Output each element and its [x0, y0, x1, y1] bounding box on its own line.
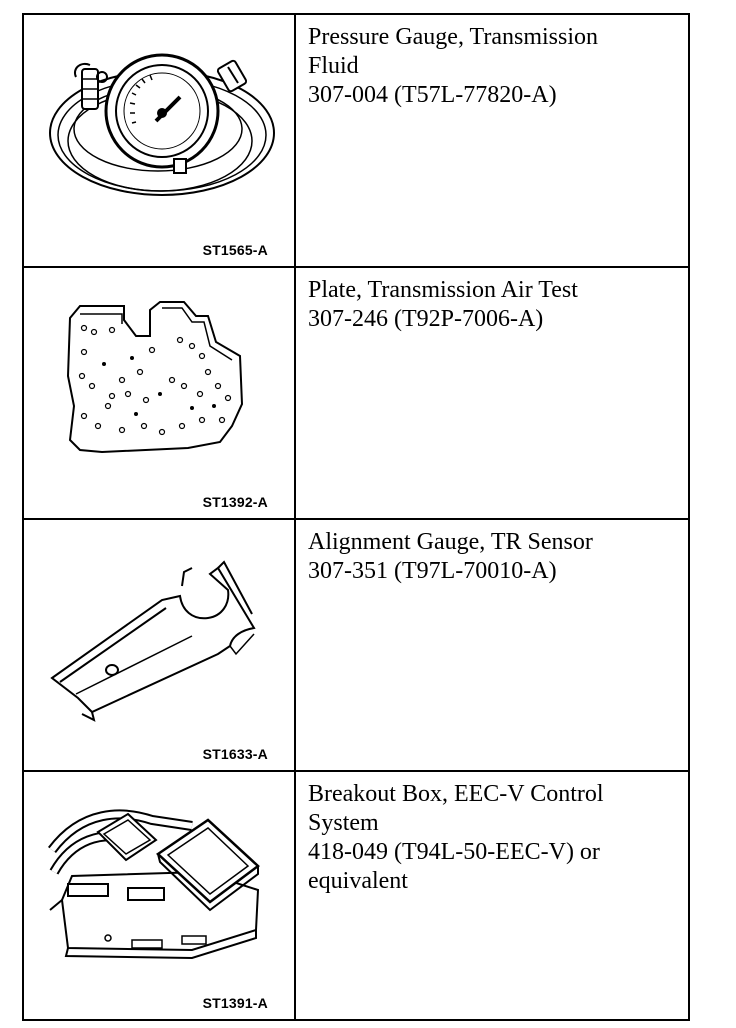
breakout-box-illustration — [32, 780, 288, 1000]
tool-row-breakout-box — [24, 772, 688, 1019]
tool-number-line: equivalent — [308, 868, 408, 894]
tool-name-line: System — [308, 810, 379, 836]
tool-description — [296, 772, 688, 1019]
tool-number-line: 418-049 (T94L-50-EEC-V) or — [308, 839, 600, 865]
tool-name-line: Plate, Transmission Air Test — [308, 277, 578, 303]
tool-number-line: 307-004 (T57L-77820-A) — [308, 82, 557, 108]
tool-row-air-test-plate — [24, 268, 688, 520]
pressure-gauge-illustration — [32, 23, 288, 243]
tool-description — [296, 520, 688, 770]
tool-number-line: 307-246 (T92P-7006-A) — [308, 306, 544, 332]
alignment-gauge-illustration — [32, 528, 288, 748]
figure-code: ST1633-A — [202, 746, 268, 762]
tool-name-line: Pressure Gauge, Transmission — [308, 24, 599, 50]
figure-code: ST1392-A — [202, 494, 268, 510]
tool-illustration-cell — [24, 520, 296, 770]
tool-row-alignment-gauge — [24, 520, 688, 772]
tool-description — [296, 15, 688, 266]
tool-illustration-cell — [24, 772, 296, 1019]
special-tools-table — [22, 13, 690, 1021]
tool-name-line: Alignment Gauge, TR Sensor — [308, 529, 593, 555]
figure-code: ST1565-A — [202, 242, 268, 258]
figure-code: ST1391-A — [202, 995, 268, 1011]
tool-name-line: Fluid — [308, 53, 359, 79]
air-test-plate-illustration — [32, 276, 288, 496]
tool-number-line: 307-351 (T97L-70010-A) — [308, 558, 557, 584]
tool-illustration-cell — [24, 268, 296, 518]
tool-description — [296, 268, 688, 518]
tool-illustration-cell — [24, 15, 296, 266]
tool-row-pressure-gauge — [24, 15, 688, 268]
tool-name-line: Breakout Box, EEC-V Control — [308, 781, 604, 807]
